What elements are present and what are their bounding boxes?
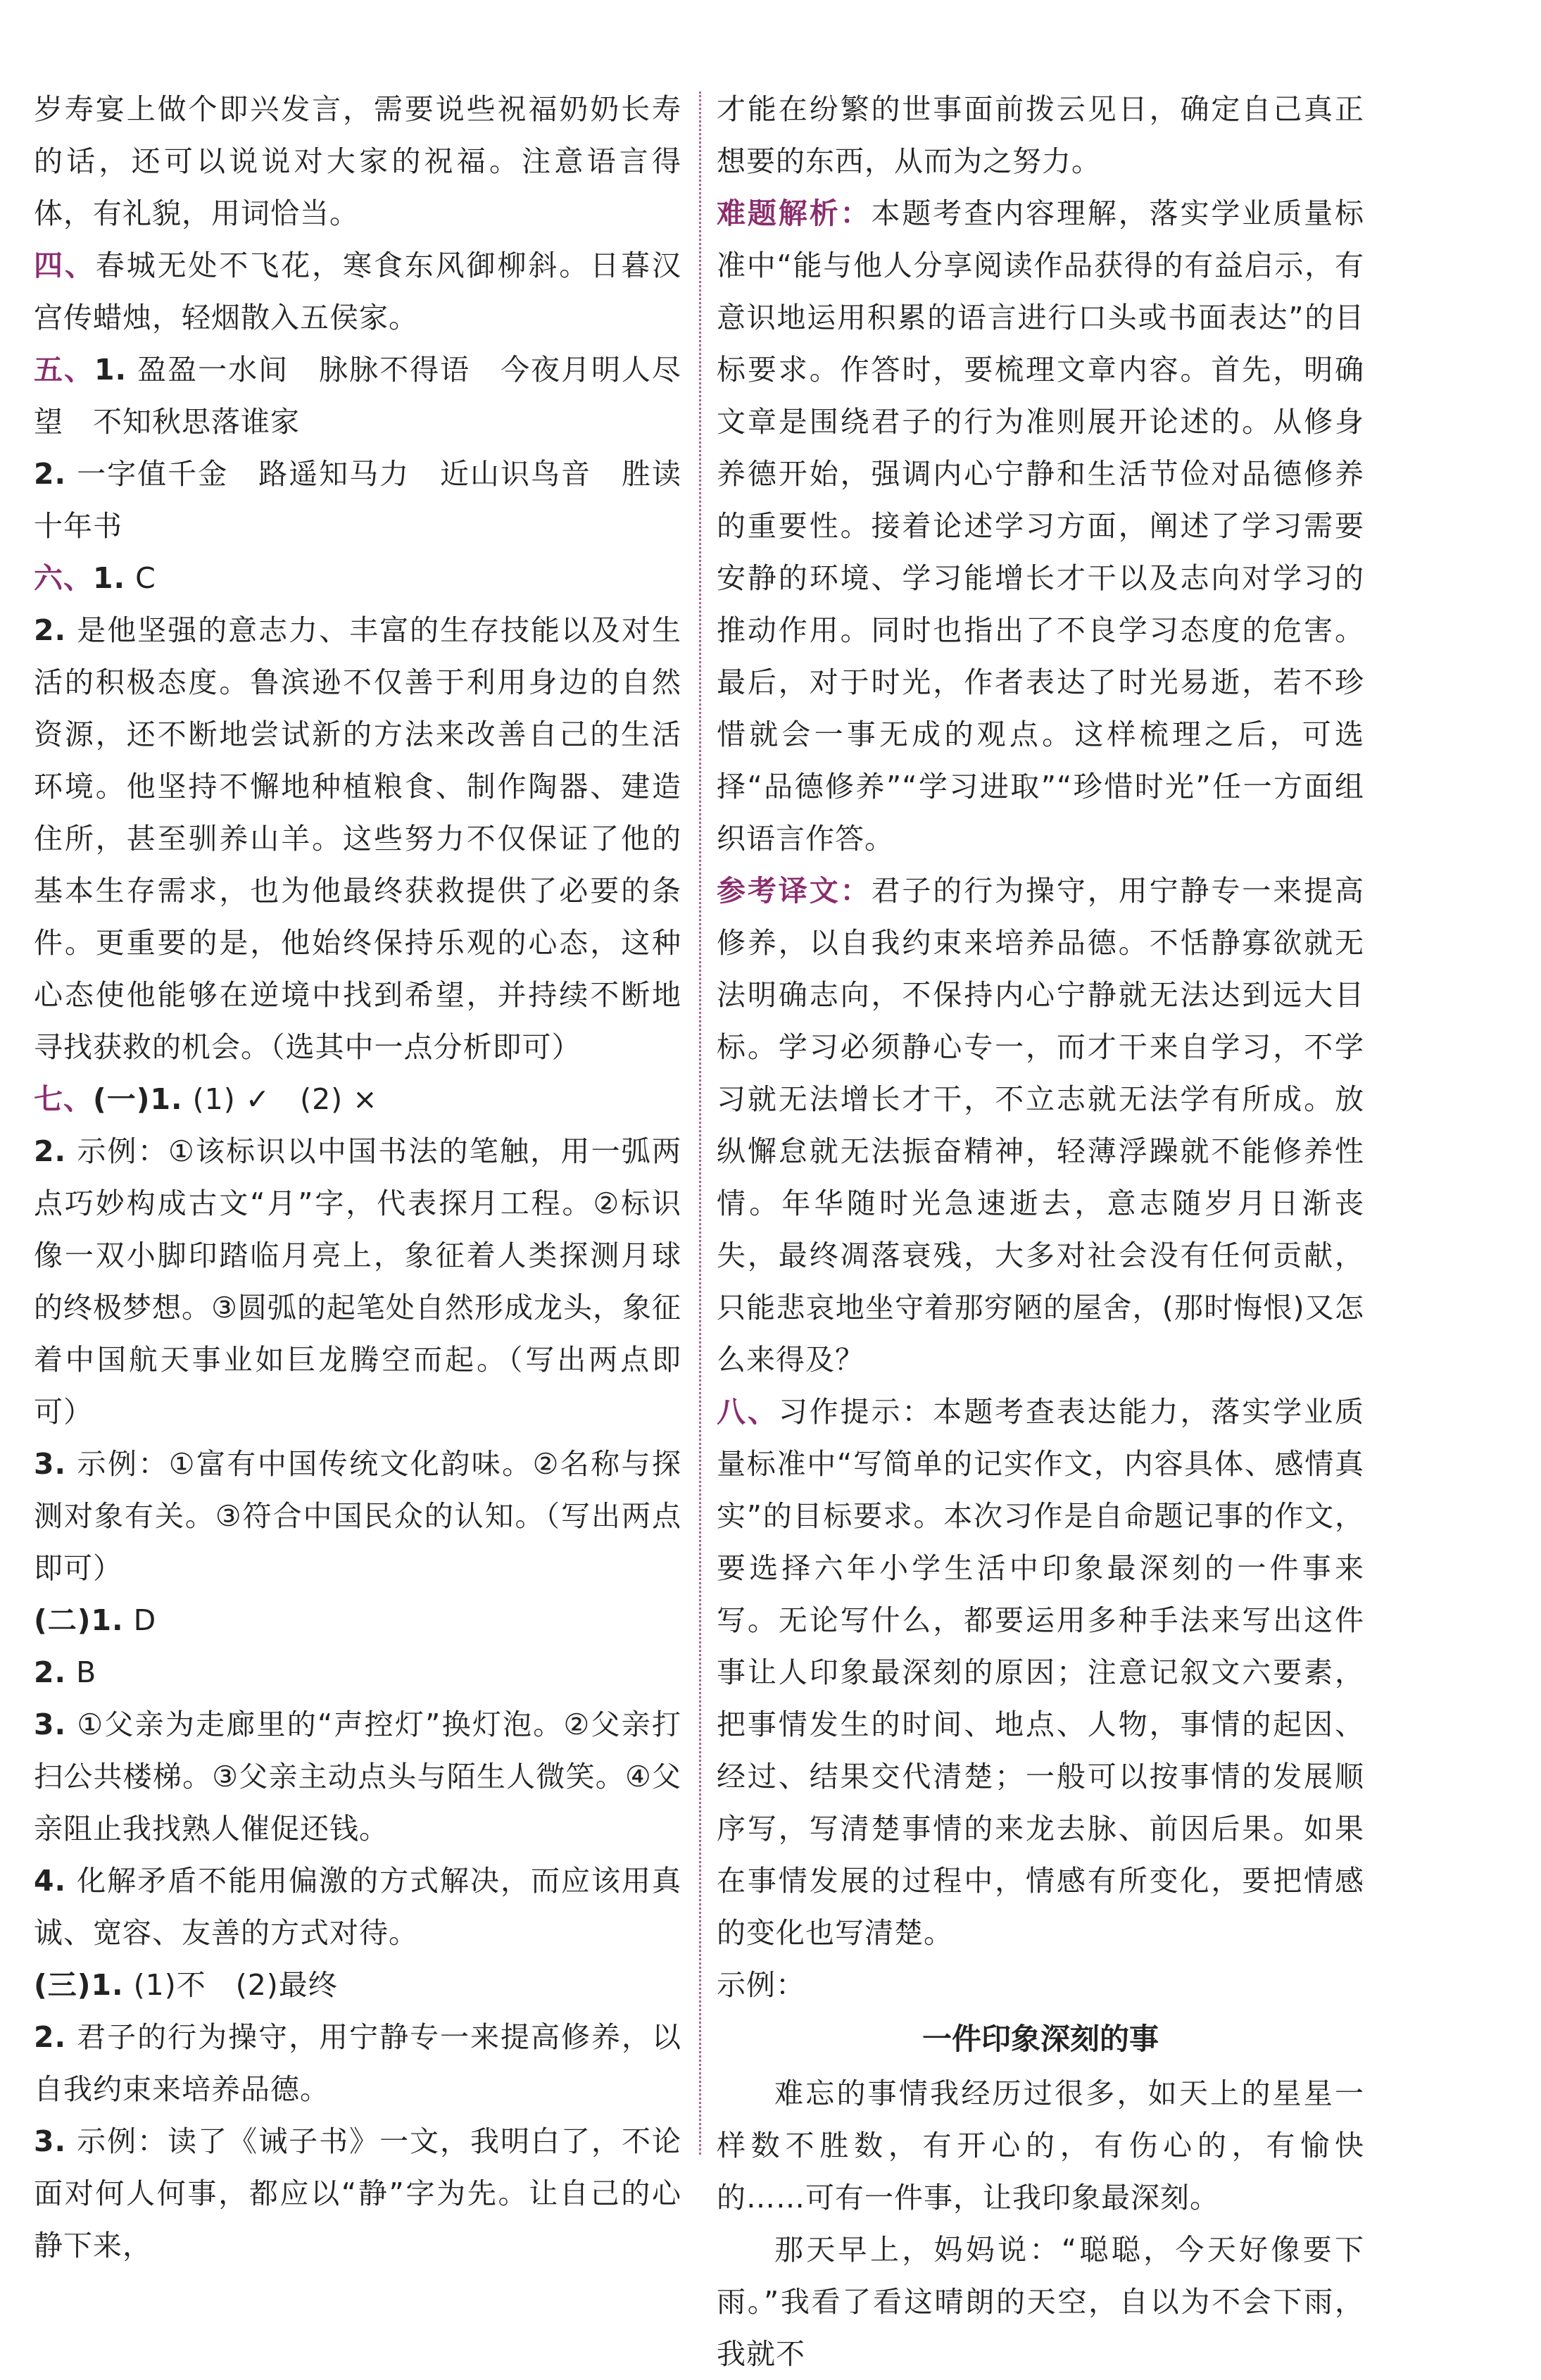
- example-label: 示例：: [717, 1968, 805, 2002]
- essay-title: 一件印象深刻的事: [922, 2022, 1159, 2056]
- right-paragraph-continued: 才能在纷繁的世事面前拨云见日，确定自己真正想要的东西，从而为之努力。: [717, 92, 1364, 178]
- section-8: 八、习作提示：本题考查表达能力，落实学业质量标准中“写简单的记实作文，内容具体、感情真实”的目标要求。本次习作是自命题记事的作文，要选择六年小学生活中印象最深刻的一件事来写。无论写什么，都要运用多种手法来写出这件事让人印象最深刻的原因；注意记叙文六要素，把事情发生的时间、地点、人物，事情的起因、经过、结果交代清楚；一般可以按事情的发展顺序写，写清楚事情的来龙去脉、前因后果。如果在事情发展的过程中，情感有所变化，要把情感的变化也写清楚。: [717, 1395, 1365, 1950]
- section-7c-q2: 2. 君子的行为操守，用宁静专一来提高修养，以自我约束来培养品德。: [34, 2020, 681, 2106]
- section-7b-q1: (二)1. D: [34, 1603, 157, 1637]
- section-4: 四、春城无处不飞花，寒食东风御柳斜。日暮汉宫传蜡烛，轻烟散入五侯家。: [34, 249, 682, 334]
- section-5-q2: 2. 一字值千金 路遥知马力 近山识鸟音 胜读十年书: [34, 457, 681, 543]
- section-6-q1: 六、1. C: [34, 561, 156, 595]
- section-7c-q3: 3. 示例：读了《诫子书》一文，我明白了，不论面对何人何事，都应以“静”字为先。让自己的心静下来，: [34, 2124, 681, 2262]
- translation-label: 参考译文：: [717, 874, 872, 908]
- section-label: 五、: [34, 353, 94, 387]
- section-label: 六、: [34, 561, 93, 595]
- analysis-paragraph: 难题解析：本题考查内容理解，落实学业质量标准中“能与他人分享阅读作品获得的有益启示，有意识地运用积累的语言进行口头或书面表达”的目标要求。作答时，要梳理文章内容。首先，明确文章是围绕君子的行为准则展开论述的。从修身养德开始，强调内心宁静和生活节俭对品德修养的重要性。接着论述学习方面，阐述了学习需要安静的环境、学习能增长才干以及志向对学习的推动作用。同时也指出了不良学习态度的危害。最后，对于时光，作者表达了时光易逝，若不珍惜就会一事无成的观点。这样梳理之后，可选择“品德修养”“学习进取”“珍惜时光”任一方面组织语言作答。: [717, 196, 1364, 856]
- left-paragraph-intro: 岁寿宴上做个即兴发言，需要说些祝福奶奶长寿的话，还可以说说对大家的祝福。注意语言得体，有礼貌，用词恰当。: [34, 92, 681, 230]
- column-divider: [699, 92, 701, 2155]
- section-6-q2: 2. 是他坚强的意志力、丰富的生存技能以及对生活的积极态度。鲁滨逊不仅善于利用身边的自然资源，还不断地尝试新的方法来改善自己的生活环境。他坚持不懈地种植粮食、制作陶器、建造住所，甚至驯养山羊。这些努力不仅保证了他的基本生存需求，也为他最终获救提供了必要的条件。更重要的是，他始终保持乐观的心态，这种心态使他能够在逆境中找到希望，并持续不断地寻找获救的机会。（选其中一点分析即可）: [34, 613, 681, 1064]
- section-7c-q1: (三)1. (1)不 (2)最终: [34, 1968, 338, 2002]
- essay-paragraph-1: 难忘的事情我经历过很多，如天上的星星一样数不胜数，有开心的，有伤心的，有愉快的……可有一件事，让我印象最深刻。: [717, 2077, 1364, 2215]
- translation-paragraph: 参考译文：君子的行为操守，用宁静专一来提高修养，以自我约束来培养品德。不恬静寡欲就无法明确志向，不保持内心宁静就无法达到远大目标。学习必须静心专一，而才干来自学习，不学习就无法增长才干，不立志就无法学有所成。放纵懈怠就无法振奋精神，轻薄浮躁就不能修养性情。年华随时光急速逝去，意志随岁月日渐丧失，最终凋落衰残，大多对社会没有任何贡献，只能悲哀地坐守着那穷陋的屋舍，(那时悔恨)又怎么来得及？: [717, 874, 1364, 1377]
- section-7b-q4: 4. 化解矛盾不能用偏激的方式解决，而应该用真诚、宽容、友善的方式对待。: [34, 1864, 681, 1950]
- essay-paragraph-2: 那天早上，妈妈说：“聪聪，今天好像要下雨。”我看了看这晴朗的天空，自以为不会下雨，我就不: [717, 2233, 1364, 2371]
- analysis-label: 难题解析：: [717, 196, 872, 230]
- section-label: 四、: [34, 249, 96, 282]
- section-7-q1: 七、(一)1. (1) ✓ (2) ×: [34, 1082, 378, 1116]
- section-label: 七、: [34, 1082, 93, 1116]
- section-label: 八、: [717, 1395, 779, 1429]
- section-7b-q3: 3. ①父亲为走廊里的“声控灯”换灯泡。②父亲打扫公共楼梯。③父亲主动点头与陌生人微笑。④父亲阻止我找熟人催促还钱。: [34, 1708, 681, 1846]
- section-7-q3: 3. 示例：①富有中国传统文化韵味。②名称与探测对象有关。③符合中国民众的认知。（写出两点即可）: [34, 1447, 681, 1585]
- left-column: [34, 83, 681, 2272]
- right-column: [717, 83, 1364, 2380]
- section-7b-q2: 2. B: [34, 1655, 97, 1689]
- section-5-q1: 五、1. 盈盈一水间 脉脉不得语 今夜月明人尽望 不知秋思落谁家: [34, 353, 682, 439]
- section-7-q2: 2. 示例：①该标识以中国书法的笔触，用一弧两点巧妙构成古文“月”字，代表探月工程。②标识像一双小脚印踏临月亮上，象征着人类探测月球的终极梦想。③圆弧的起笔处自然形成龙头，象征着中国航天事业如巨龙腾空而起。（写出两点即可）: [34, 1134, 681, 1429]
